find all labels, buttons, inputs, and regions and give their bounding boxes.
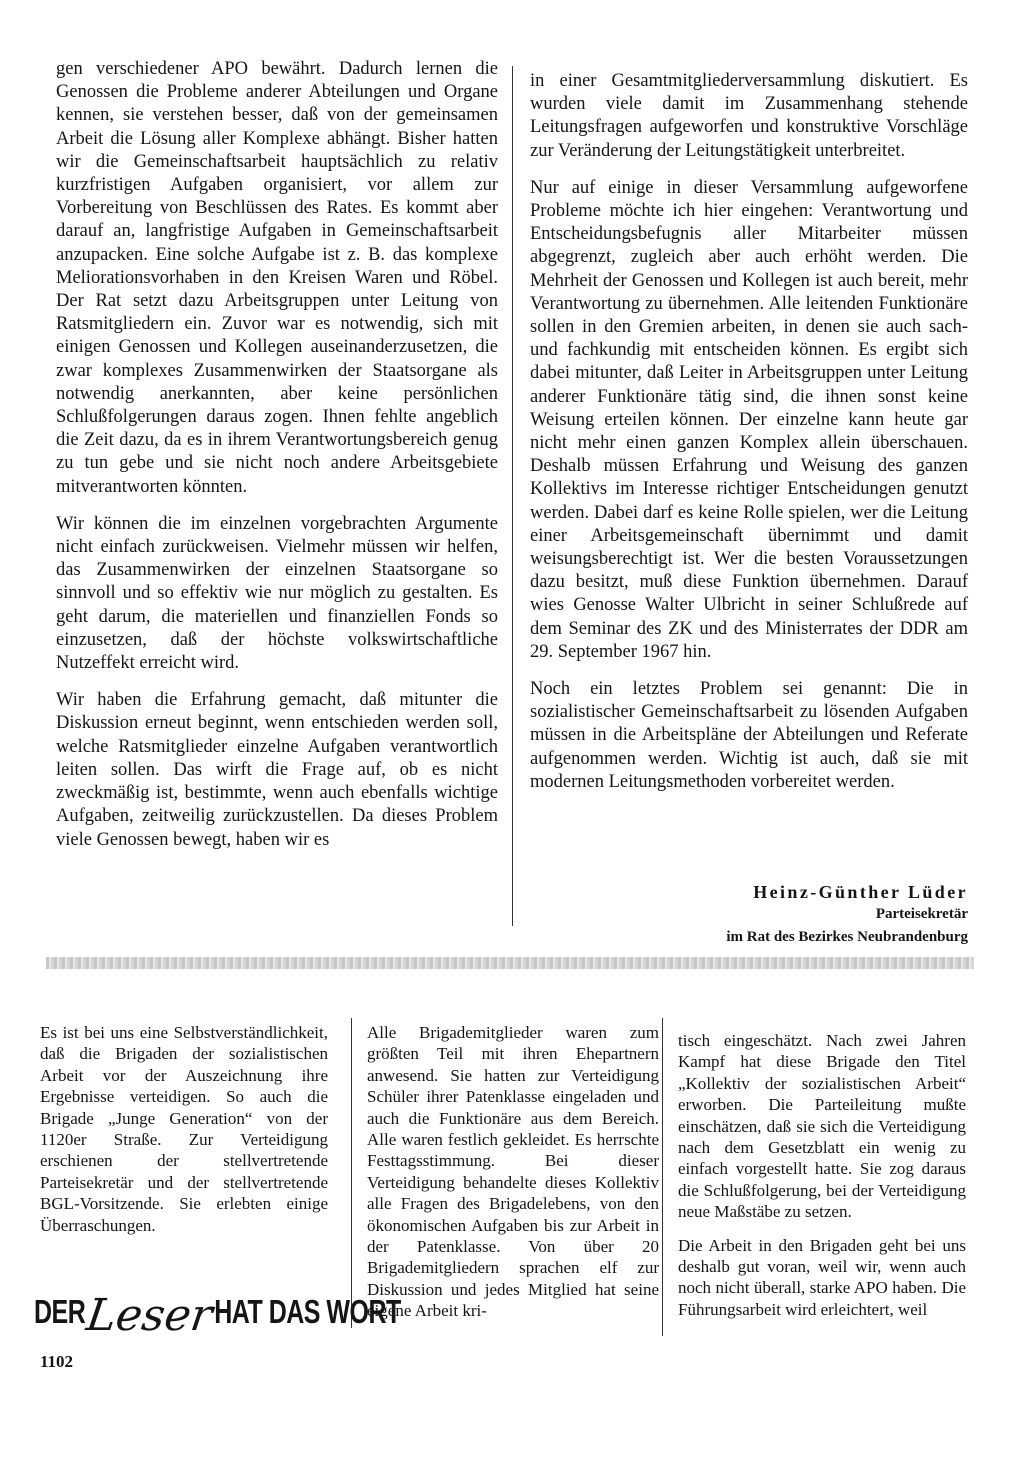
paragraph: Wir haben die Erfahrung gemacht, daß mitunter die Diskussion erneut beginnt, wenn entschieden werden soll, welche Ratsmitglieder einzelne Aufgaben verantwortlich leiten sollen. Das wirft die Frage auf, ob es nicht zweckmäßig ist, bestimmte, wenn auch ebenfalls wichtige Aufgaben, zeitweilig zurückzustellen. Da dieses Problem viele Genossen bewegt, haben wir es [56, 690, 498, 850]
paragraph: tisch eingeschätzt. Nach zwei Jahren Kampf hat diese Brigade den Titel „Kollektiv der sozialistischen Arbeit“ erworben. Die Parteileitung mußte einschätzen, daß sie sich die Verteidigung nach dem Gesetzblatt ein wenig zu einfach vorgestellt hatte. Sie zog daraus die Schlußfolgerung, bei der Verteidigung neue Maßstäbe zu setzen. [678, 1031, 966, 1222]
column-divider [512, 66, 513, 926]
paragraph: in einer Gesamtmitgliederversammlung diskutiert. Es wurden viele damit im Zusammenhang stehende Leitungsfragen aufgeworfen und konstruktive Vorschläge zur Veränderung der Leitungstätigkeit unterbreitet. [530, 71, 968, 161]
paragraph: Die Arbeit in den Brigaden geht bei uns deshalb gut voran, weil wir, wenn auch noch nicht überall, starke APO haben. Die Führungsarbeit wird erleichtert, weil [678, 1235, 966, 1319]
paragraph: Alle Brigademitglieder waren zum größten Teil mit ihren Ehepartnern anwesend. Sie hatten zur Verteidigung Schüler ihrer Patenklasse eingeladen und auch die Funktionäre aus dem Bereich. Alle waren festlich gekleidet. Es herrschte Festtagsstimmung. Bei dieser Verteidigung behandelte dieses Kollektiv alle Fragen des Brigadelebens, von den ökonomischen Aufgaben bis zur Arbeit in der Patenklasse. Von über 20 Brigademitgliedern sprachen elf zur Diskussion und jedes Mitglied hat seine eigene Arbeit kri- [367, 1023, 659, 1321]
article-column-left [56, 58, 498, 866]
letter-column-1 [40, 1022, 328, 1248]
author-name: Heinz-Günther Lüder [753, 882, 968, 902]
author-affiliation: im Rat des Bezirkes Neubrandenburg [726, 929, 968, 945]
letter-column-3 [678, 1030, 966, 1332]
section-divider [46, 957, 974, 969]
article-column-right [530, 70, 968, 808]
paragraph: Es ist bei uns eine Selbstverständlichkeit, daß die Brigaden der sozialistischen Arbeit vor der Auszeichnung ihre Ergebnisse verteidigen. So auch die Brigade „Junge Generation“ von der 1120er Straße. Zur Verteidigung erschienen der stellvertretende Parteisekretär und der stellvertretende BGL-Vorsitzende. Sie erlebten einige Überraschungen. [40, 1023, 328, 1235]
paragraph: Nur auf einige in dieser Versammlung aufgeworfene Probleme möchte ich hier eingehen: Verantwortung und Entscheidungsbefugnis aller Mitarbeiter müssen abgegrenzt, zugleich aber auch erhöht werden. Die Mehrheit der Genossen und Kollegen ist auch bereit, mehr Verantwortung zu übernehmen. Alle leitenden Funktionäre sollen in den Gremien arbeiten, in denen sie auch sach- und fachkundig mit entscheiden können. Es ergibt sich dabei mitunter, daß Leiter in Arbeitsgruppen unter Leitung anderer Funktionäre tätig sind, die ihnen sonst keine Weisung erteilen können. Der einzelne kann heute gar nicht mehr einen ganzen Komplex allein überschauen. Deshalb müssen Erfahrung und Weisung des ganzen Kollektivs im Interesse richtiger Entscheidungen genutzt werden. Dabei darf es keine Rolle spielen, wer die Leitung einer Arbeitsgemeinschaft übernimmt und damit weisungsberechtigt ist. Wer die besten Voraussetzungen dazu besitzt, muß diese Funktion übernehmen. Darauf wies Genosse Walter Ulbricht in seiner Schlußrede auf dem Seminar des ZK und des Ministerrates der DDR am 29. September 1967 hin. [530, 177, 968, 662]
paragraph: Wir können die im einzelnen vorgebrachten Argumente nicht einfach zurückweisen. Vielmehr müssen wir helfen, das Zusammenwirken der einzelnen Staatsorgane so sinnvoll und so effektiv wie nur möglich zu gestalten. Es geht darum, die materiellen und finanziellen Fonds so einzusetzen, daß der höchste volkswirtschaftliche Nutzeffekt erreicht wird. [56, 513, 498, 674]
letter-column-2 [367, 1022, 659, 1334]
section-masthead [34, 1282, 401, 1341]
masthead-script-word: Leser [83, 1290, 216, 1341]
masthead-part: DER [34, 1293, 86, 1332]
paragraph: gen verschiedener APO bewährt. Dadurch lernen die Genossen die Probleme anderer Abteilungen und Organe kennen, sie verstehen besser, daß von der gemeinsamen Arbeit die Lösung aller Komplexe abhängt. Bisher hatten wir die Gemeinschaftsarbeit hauptsächlich zu relativ kurzfristigen Aufgaben organisiert, vor allem zur Vorbereitung von Beschlüssen des Rates. Es kommt aber darauf an, langfristige Aufgaben in Gemeinschaftsarbeit anzupacken. Eine solche Aufgabe ist z. B. das komplexe Meliorationsvorhaben in den Kreisen Waren und Röbel. Der Rat setzt dazu Arbeitsgruppen unter Leitung von Ratsmitgliedern ein. Zuvor war es notwendig, sich mit einigen Genossen und Kollegen auseinanderzusetzen, die zwar komplexes Zusammenwirken der Staatsorgane als notwendig anerkannten, aber keine persönlichen Schlußfolgerungen daraus zogen. Ihnen fehlte angeblich die Zeit dazu, da es in ihrem Verantwortungsbereich genug zu tun gebe und sie nicht noch andere Arbeitsgebiete mitverantworten könnten. [56, 59, 498, 497]
author-role: Parteisekretär [875, 906, 968, 922]
column-divider [351, 1018, 352, 1328]
masthead-part: HAT DAS WORT [214, 1293, 401, 1332]
column-divider [662, 1018, 663, 1336]
paragraph: Noch ein letztes Problem sei genannt: Die in sozialistischer Gemeinschaftsarbeit zu lösenden Aufgaben müssen in die Arbeitspläne der Abteilungen und Referate aufgenommen werden. Wichtig ist auch, daß sie mit modernen Leitungsmethoden vorbereitet werden. [530, 679, 968, 792]
page-number: 1102 [40, 1352, 74, 1371]
